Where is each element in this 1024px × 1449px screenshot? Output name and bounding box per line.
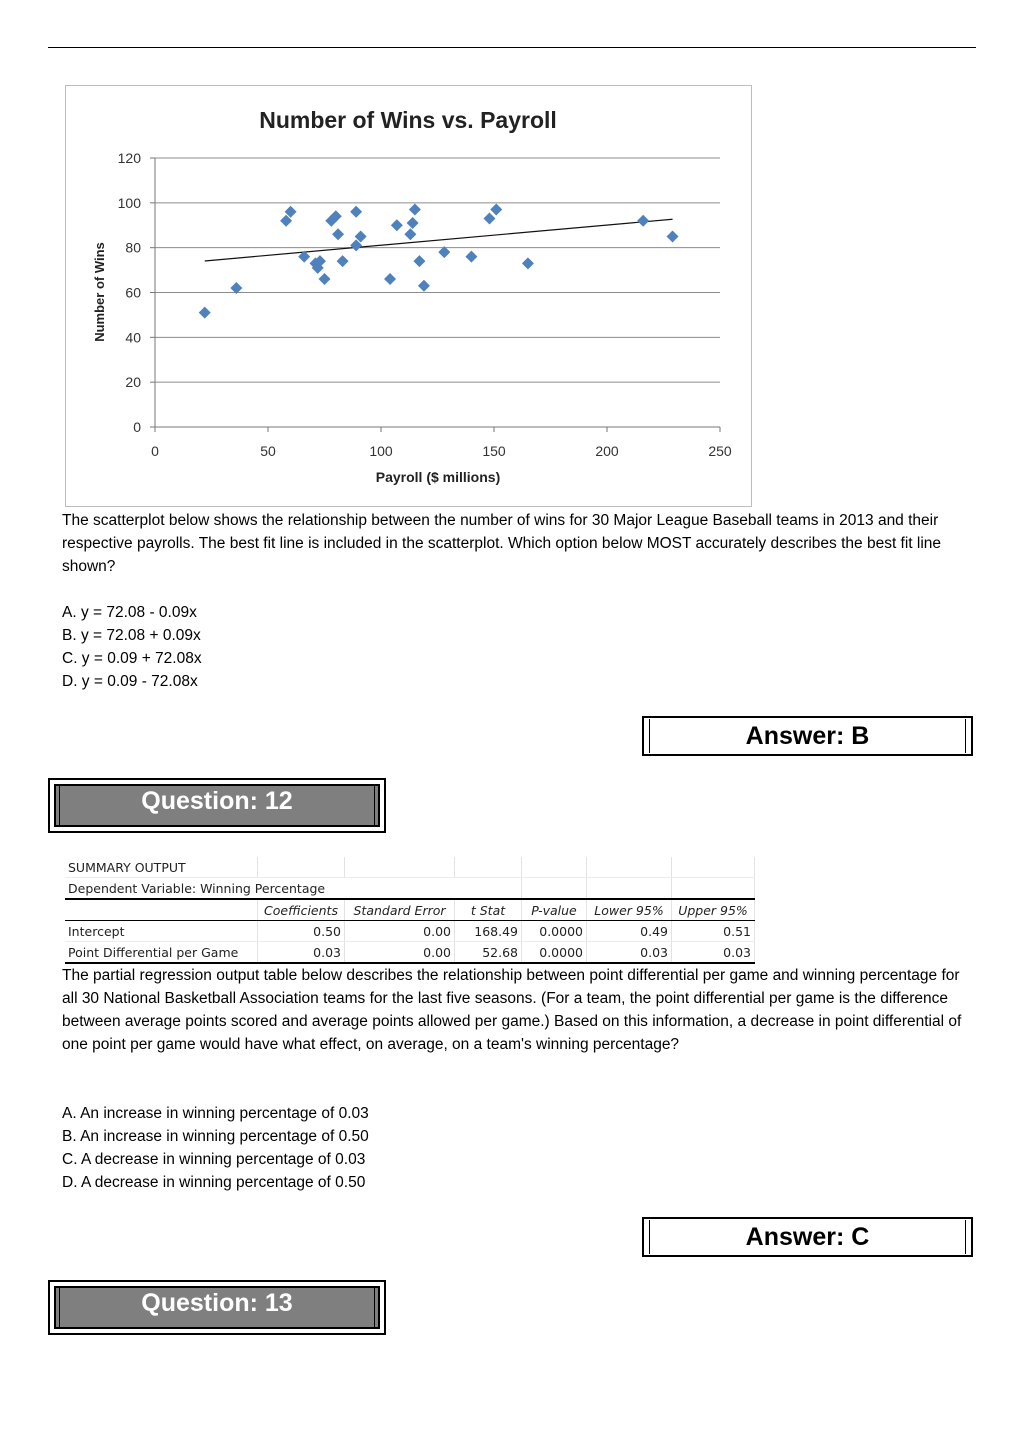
data-point [483, 213, 495, 225]
data-point [319, 273, 331, 285]
y-tick-label: 0 [133, 419, 141, 435]
table-cell: 0.50 [258, 921, 345, 942]
data-point [637, 215, 649, 227]
table-cell: 0.00 [345, 921, 455, 942]
data-point [413, 255, 425, 267]
question-13-label: Question: 13 [141, 1289, 293, 1317]
table-cell: 0.03 [587, 942, 672, 964]
table-subtitle: Dependent Variable: Winning Percentage [65, 878, 455, 900]
x-tick-label: 50 [260, 443, 276, 459]
question-11-options [62, 601, 202, 693]
option-d: D. y = 0.09 - 72.08x [62, 673, 198, 690]
table-cell: 0.03 [672, 942, 755, 964]
option-c: C. A decrease in winning percentage of 0.03 [62, 1151, 366, 1168]
x-tick-label: 250 [708, 443, 732, 459]
table-row [65, 942, 755, 964]
table-cell: 0.0000 [522, 921, 587, 942]
data-point [199, 307, 211, 319]
data-point [667, 230, 679, 242]
option-d: D. A decrease in winning percentage of 0.50 [62, 1174, 366, 1191]
option-c: C. y = 0.09 + 72.08x [62, 650, 202, 667]
table-row [65, 921, 755, 942]
y-tick-label: 60 [125, 284, 141, 301]
option-b: B. y = 72.08 + 0.09x [62, 627, 201, 644]
y-axis-label: Number of Wins [92, 242, 107, 342]
question-12-heading [48, 778, 386, 833]
regression-output-table [65, 857, 755, 964]
table-header: Lower 95% [587, 899, 672, 921]
question-11-text: The scatterplot below shows the relationship between the number of wins for 30 Major League Baseball teams in 2013 and their respective payrolls. The best fit line is included in the scatterplot. Which option below MOST accurately describes the best fit line shown? [62, 512, 942, 575]
scatter-chart [65, 85, 752, 507]
y-tick-label: 100 [117, 194, 141, 211]
table-cell: 0.03 [258, 942, 345, 964]
answer-label: Answer: B [745, 722, 870, 750]
scatter-chart-svg [66, 86, 753, 508]
table-header: P-value [522, 899, 587, 921]
table-header: t Stat [455, 899, 522, 921]
x-axis-label: Payroll ($ millions) [375, 469, 501, 485]
data-point [407, 217, 419, 229]
option-b: B. An increase in winning percentage of 0.50 [62, 1128, 369, 1145]
answer-box-11 [642, 716, 973, 756]
table-cell: 0.51 [672, 921, 755, 942]
data-point [332, 228, 344, 240]
table-cell: Point Differential per Game [65, 942, 258, 964]
data-point [409, 204, 421, 216]
data-point [404, 228, 416, 240]
data-point [337, 255, 349, 267]
data-point [522, 257, 534, 269]
table-header-row [65, 899, 755, 921]
answer-box-12 [642, 1217, 973, 1257]
data-point [465, 251, 477, 263]
table-cell: 0.0000 [522, 942, 587, 964]
option-a: A. An increase in winning percentage of 0.03 [62, 1105, 369, 1122]
x-tick-label: 200 [595, 443, 619, 459]
data-point [391, 219, 403, 231]
table-title-row [65, 857, 755, 878]
best-fit-line [205, 219, 673, 261]
y-tick-label: 40 [125, 329, 141, 346]
y-tick-label: 20 [125, 374, 141, 391]
y-tick-label: 80 [125, 239, 141, 256]
answer-label: Answer: C [745, 1223, 870, 1251]
data-point [418, 280, 430, 292]
table-header: Standard Error [345, 899, 455, 921]
table-header: Upper 95% [672, 899, 755, 921]
table-header [65, 899, 258, 921]
table-cell: Intercept [65, 921, 258, 942]
data-point [350, 206, 362, 218]
x-tick-label: 0 [151, 443, 159, 459]
option-a: A. y = 72.08 - 0.09x [62, 604, 197, 621]
table-cell: 52.68 [455, 942, 522, 964]
table-subtitle-row [65, 878, 755, 900]
table-header: Coefficients [258, 899, 345, 921]
data-point [384, 273, 396, 285]
table-title: SUMMARY OUTPUT [65, 857, 258, 878]
table-cell: 0.49 [587, 921, 672, 942]
question-12-text: The partial regression output table below describes the relationship between point differential per game and winning percentage for all 30 National Basketball Association teams for the last five seasons. (For a team, the point differential per game is the difference between average points scored and average points allowed per game.) Based on this information, a decrease in point differential of one point per game would have what effect, on average, on a team's winning percentage? [62, 967, 962, 1053]
question-12-options [62, 1102, 369, 1194]
x-tick-label: 100 [369, 443, 393, 459]
table-cell: 168.49 [455, 921, 522, 942]
data-point [490, 204, 502, 216]
x-tick-label: 150 [482, 443, 506, 459]
question-12-label: Question: 12 [141, 787, 293, 815]
question-13-heading [48, 1280, 386, 1335]
chart-title: Number of Wins vs. Payroll [259, 107, 557, 133]
y-tick-label: 120 [117, 150, 141, 166]
table-cell: 0.00 [345, 942, 455, 964]
top-rule [48, 47, 976, 48]
